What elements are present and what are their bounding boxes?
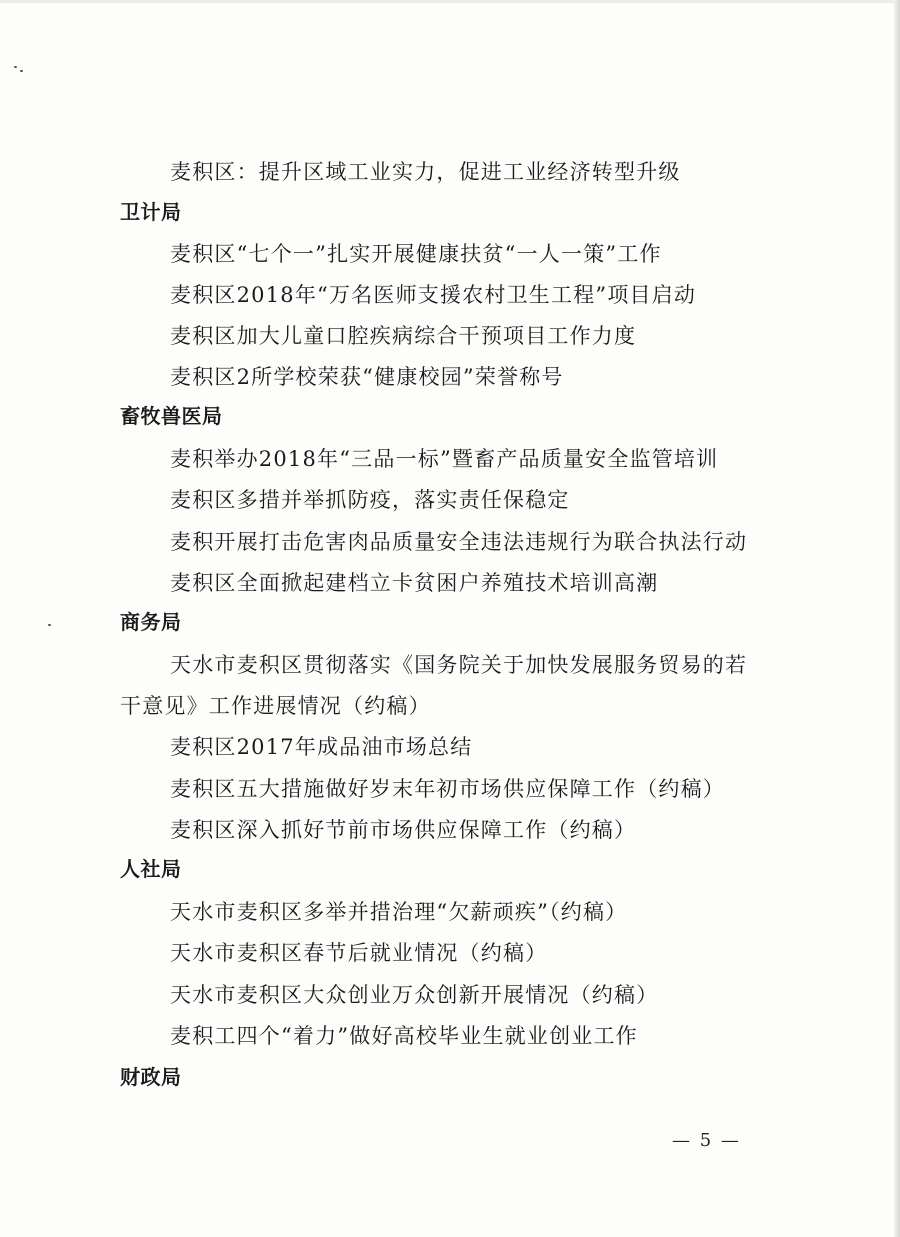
list-item: 麦积开展打击危害肉品质量安全违法违规行为联合执法行动 <box>170 530 748 554</box>
section-heading-human-resources: 人社局 <box>120 857 182 881</box>
list-item: 麦积区多措并举抓防疫，落实责任保稳定 <box>170 488 570 512</box>
scan-speck <box>20 70 23 72</box>
list-item: 天水市麦积区贯彻落实《国务院关于加快发展服务贸易的若 <box>170 653 748 677</box>
list-item: 麦积举办2018年“三品一标”暨畜产品质量安全监管培训 <box>170 447 719 471</box>
section-heading-commerce: 商务局 <box>120 610 182 634</box>
list-item: 天水市麦积区春节后就业情况（约稿） <box>170 941 548 965</box>
scan-speck <box>48 624 51 626</box>
list-item: 天水市麦积区多举并措治理“欠薪顽疾”（约稿） <box>170 900 628 924</box>
list-item: 麦积区五大措施做好岁末年初市场供应保障工作（约稿） <box>170 777 725 801</box>
page-number: — 5 — <box>672 1130 741 1151</box>
list-item: 麦积工四个“着力”做好高校毕业生就业创业工作 <box>170 1024 638 1048</box>
list-item: 麦积区2017年成品油市场总结 <box>170 735 473 759</box>
section-heading-animal-husbandry: 畜牧兽医局 <box>120 404 223 428</box>
list-item: 麦积区：提升区域工业实力，促进工业经济转型升级 <box>170 160 681 184</box>
list-item: 麦积区2所学校荣获“健康校园”荣誉称号 <box>170 365 564 389</box>
scan-edge-right <box>894 0 900 1237</box>
scan-speck <box>14 66 17 68</box>
scan-edge-top <box>0 0 900 3</box>
list-item-continuation: 干意见》工作进展情况（约稿） <box>120 694 431 718</box>
list-item: 麦积区深入抓好节前市场供应保障工作（约稿） <box>170 818 637 842</box>
list-item: 麦积区全面掀起建档立卡贫困户养殖技术培训高潮 <box>170 571 659 595</box>
list-item: 天水市麦积区大众创业万众创新开展情况（约稿） <box>170 983 659 1007</box>
section-heading-finance: 财政局 <box>120 1065 182 1089</box>
section-heading-health: 卫计局 <box>120 200 182 224</box>
list-item: 麦积区加大儿童口腔疾病综合干预项目工作力度 <box>170 324 637 348</box>
list-item: 麦积区“七个一”扎实开展健康扶贫“一人一策”工作 <box>170 242 662 266</box>
list-item: 麦积区2018年“万名医师支援农村卫生工程”项目启动 <box>170 283 697 307</box>
